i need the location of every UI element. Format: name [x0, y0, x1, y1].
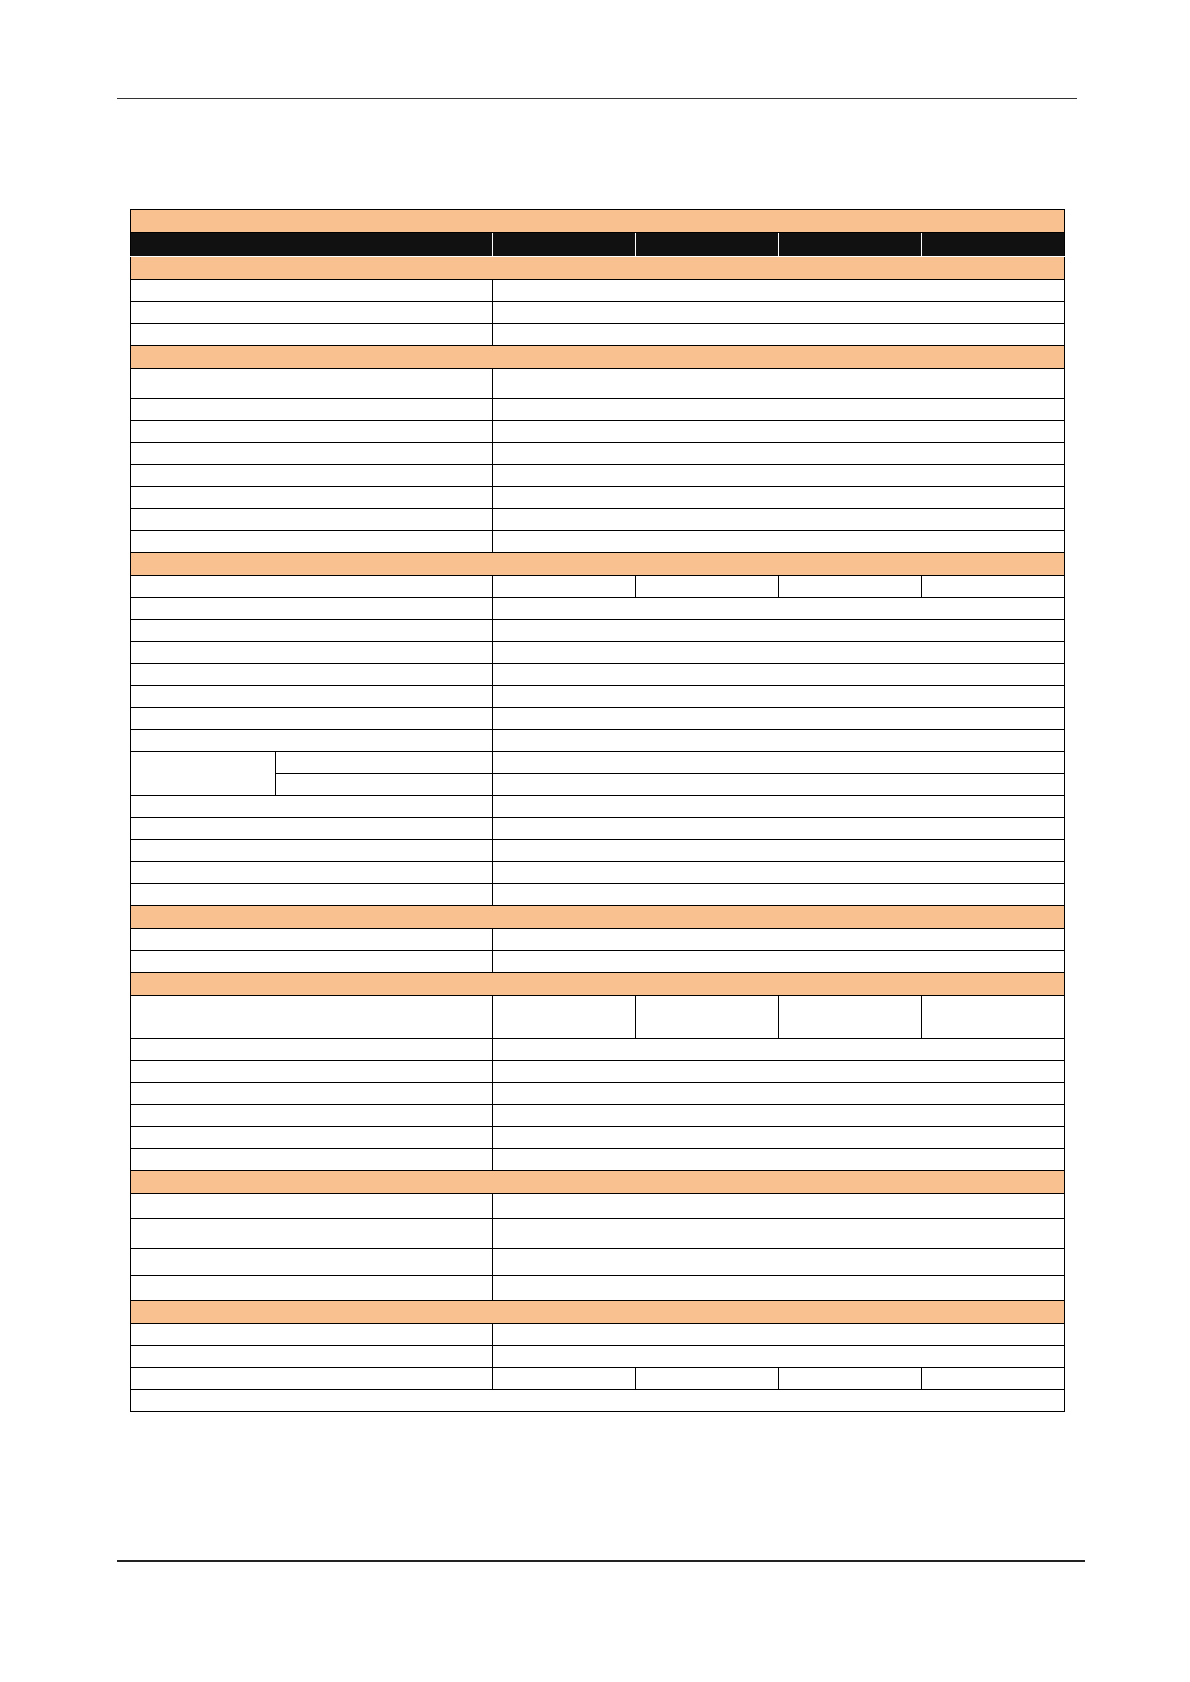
row-label — [131, 1127, 493, 1149]
table-footnote — [131, 1390, 1065, 1412]
column-header — [922, 233, 1065, 257]
row-label — [131, 1219, 493, 1249]
row-value — [636, 576, 779, 598]
row-value — [493, 598, 1065, 620]
row-value — [493, 399, 1065, 421]
row-value — [493, 796, 1065, 818]
row-value — [493, 1276, 1065, 1301]
row-value — [493, 752, 1065, 774]
row-value — [493, 884, 1065, 906]
row-label — [131, 1039, 493, 1061]
row-label — [131, 399, 493, 421]
row-label — [131, 730, 493, 752]
row-value — [493, 862, 1065, 884]
column-header — [493, 233, 636, 257]
row-label — [131, 1194, 493, 1219]
row-value — [493, 686, 1065, 708]
column-header — [636, 233, 779, 257]
row-label — [131, 840, 493, 862]
row-label — [131, 1083, 493, 1105]
row-value — [493, 664, 1065, 686]
row-label — [131, 996, 493, 1039]
row-label — [131, 324, 493, 346]
row-label — [131, 1346, 493, 1368]
row-label — [131, 642, 493, 664]
row-value — [922, 996, 1065, 1039]
row-label — [131, 369, 493, 399]
row-value — [493, 1083, 1065, 1105]
row-label — [131, 1249, 493, 1276]
row-label — [131, 531, 493, 553]
row-label — [131, 951, 493, 973]
header-rule — [117, 98, 1077, 99]
row-value — [493, 642, 1065, 664]
row-label — [131, 1105, 493, 1127]
row-value — [493, 1346, 1065, 1368]
row-label — [131, 302, 493, 324]
row-value — [493, 818, 1065, 840]
row-value — [636, 996, 779, 1039]
spec-table-container — [130, 209, 1064, 1412]
row-value — [493, 465, 1065, 487]
row-label — [131, 421, 493, 443]
row-label — [131, 1149, 493, 1171]
row-value — [493, 1368, 636, 1390]
row-label — [131, 443, 493, 465]
row-value — [493, 951, 1065, 973]
row-label — [131, 929, 493, 951]
row-label — [131, 280, 493, 302]
row-sublabel — [276, 752, 493, 774]
row-label — [131, 708, 493, 730]
row-value — [493, 1061, 1065, 1083]
row-value — [922, 1368, 1065, 1390]
row-label — [131, 862, 493, 884]
row-value — [493, 1105, 1065, 1127]
row-label — [131, 796, 493, 818]
row-label — [131, 1061, 493, 1083]
row-value — [493, 1219, 1065, 1249]
row-label — [131, 487, 493, 509]
row-sublabel — [276, 774, 493, 796]
row-label — [131, 598, 493, 620]
row-value — [493, 774, 1065, 796]
row-label — [131, 465, 493, 487]
section-header — [131, 553, 1065, 576]
row-value — [493, 840, 1065, 862]
footer-rule — [117, 1560, 1085, 1562]
row-value — [493, 929, 1065, 951]
spec-table — [130, 209, 1065, 1412]
row-value — [922, 576, 1065, 598]
row-value — [493, 280, 1065, 302]
row-label — [131, 664, 493, 686]
row-value — [779, 576, 922, 598]
row-label — [131, 1324, 493, 1346]
row-value — [779, 996, 922, 1039]
row-value — [493, 1249, 1065, 1276]
table-title-bar — [131, 210, 1065, 233]
row-value — [493, 708, 1065, 730]
row-label — [131, 620, 493, 642]
row-value — [493, 1127, 1065, 1149]
row-label — [131, 576, 493, 598]
row-value — [493, 324, 1065, 346]
row-label — [131, 509, 493, 531]
row-value — [636, 1368, 779, 1390]
section-header — [131, 346, 1065, 369]
row-value — [493, 509, 1065, 531]
row-value — [493, 369, 1065, 399]
row-label — [131, 752, 276, 796]
row-value — [493, 1039, 1065, 1061]
row-value — [493, 1324, 1065, 1346]
row-value — [493, 996, 636, 1039]
section-header — [131, 257, 1065, 280]
row-value — [493, 576, 636, 598]
row-value — [493, 443, 1065, 465]
row-value — [493, 730, 1065, 752]
row-value — [493, 487, 1065, 509]
section-header — [131, 1301, 1065, 1324]
section-header — [131, 906, 1065, 929]
column-header — [131, 233, 493, 257]
row-label — [131, 686, 493, 708]
row-value — [493, 421, 1065, 443]
row-value — [493, 1194, 1065, 1219]
row-label — [131, 1368, 493, 1390]
row-value — [493, 531, 1065, 553]
row-label — [131, 818, 493, 840]
section-header — [131, 1171, 1065, 1194]
row-value — [493, 302, 1065, 324]
row-value — [779, 1368, 922, 1390]
row-value — [493, 1149, 1065, 1171]
column-header — [779, 233, 922, 257]
row-value — [493, 620, 1065, 642]
row-label — [131, 884, 493, 906]
section-header — [131, 973, 1065, 996]
row-label — [131, 1276, 493, 1301]
